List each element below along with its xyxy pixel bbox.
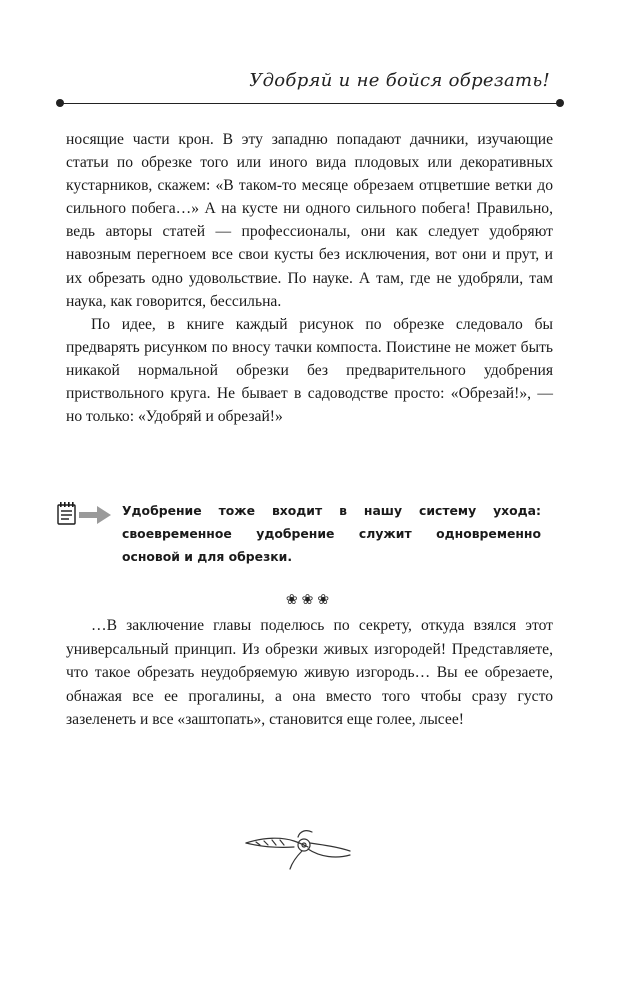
paragraph: …В заключение главы поделюсь по секрету, откуда взялся этот универсальный принцип. Из обрезки живых изгородей! Представляете, что такое обрезать неудобряемую живую изгородь… Вы ее обрезаете, обнажая все ее прогалины, а она вместо того чтобы сразу густо зазеленеть и все «заштопать», становится еще голее, лысее! — [66, 617, 553, 729]
running-header — [60, 62, 560, 114]
header-rule — [60, 103, 560, 104]
running-header-title: Удобряй и не бойся обрезать! — [249, 70, 550, 91]
pruning-shears-icon — [244, 823, 352, 873]
paragraph: носящие части крон. В эту западню попадают дачники, изучающие статьи по обрезке того или иного вида плодовых или декоративных кустарников, скажем: «В таком-то месяце обрезаем отцветшие ветки до сильного побега…» А на кусте ни одного сильного побега! Правильно, ведь авторы статей — профессионалы, они как следует удобряют навозным перегноем все свои кусты без исключения, вот они и прут, и их обрезать одно удовольствие. По науке. А там, где не удобряли, там наука, как говорится, бессильна. — [66, 131, 553, 310]
body-text — [66, 128, 553, 428]
notepad-arrow-icon — [55, 500, 115, 530]
header-rule-dot-right — [556, 99, 564, 107]
body-text-2 — [66, 614, 553, 732]
tip-box — [55, 500, 555, 580]
header-rule-dot-left — [56, 99, 64, 107]
paragraph: По идее, в книге каждый рисунок по обрезке следовало бы предварять рисунком по вносу тачки компоста. Поистине не может быть никакой нормальной обрезки без предварительного удобрения приствольного круга. Не бывает в садоводстве просто: «Обрезай!», — но только: «Удобряй и обрезай!» — [66, 315, 553, 426]
section-separator: ❀❀❀ — [285, 593, 334, 608]
tip-text: Удобрение тоже входит в нашу систему ухода: своевременное удобрение служит одновременно основой и для обрезки. — [122, 503, 541, 564]
